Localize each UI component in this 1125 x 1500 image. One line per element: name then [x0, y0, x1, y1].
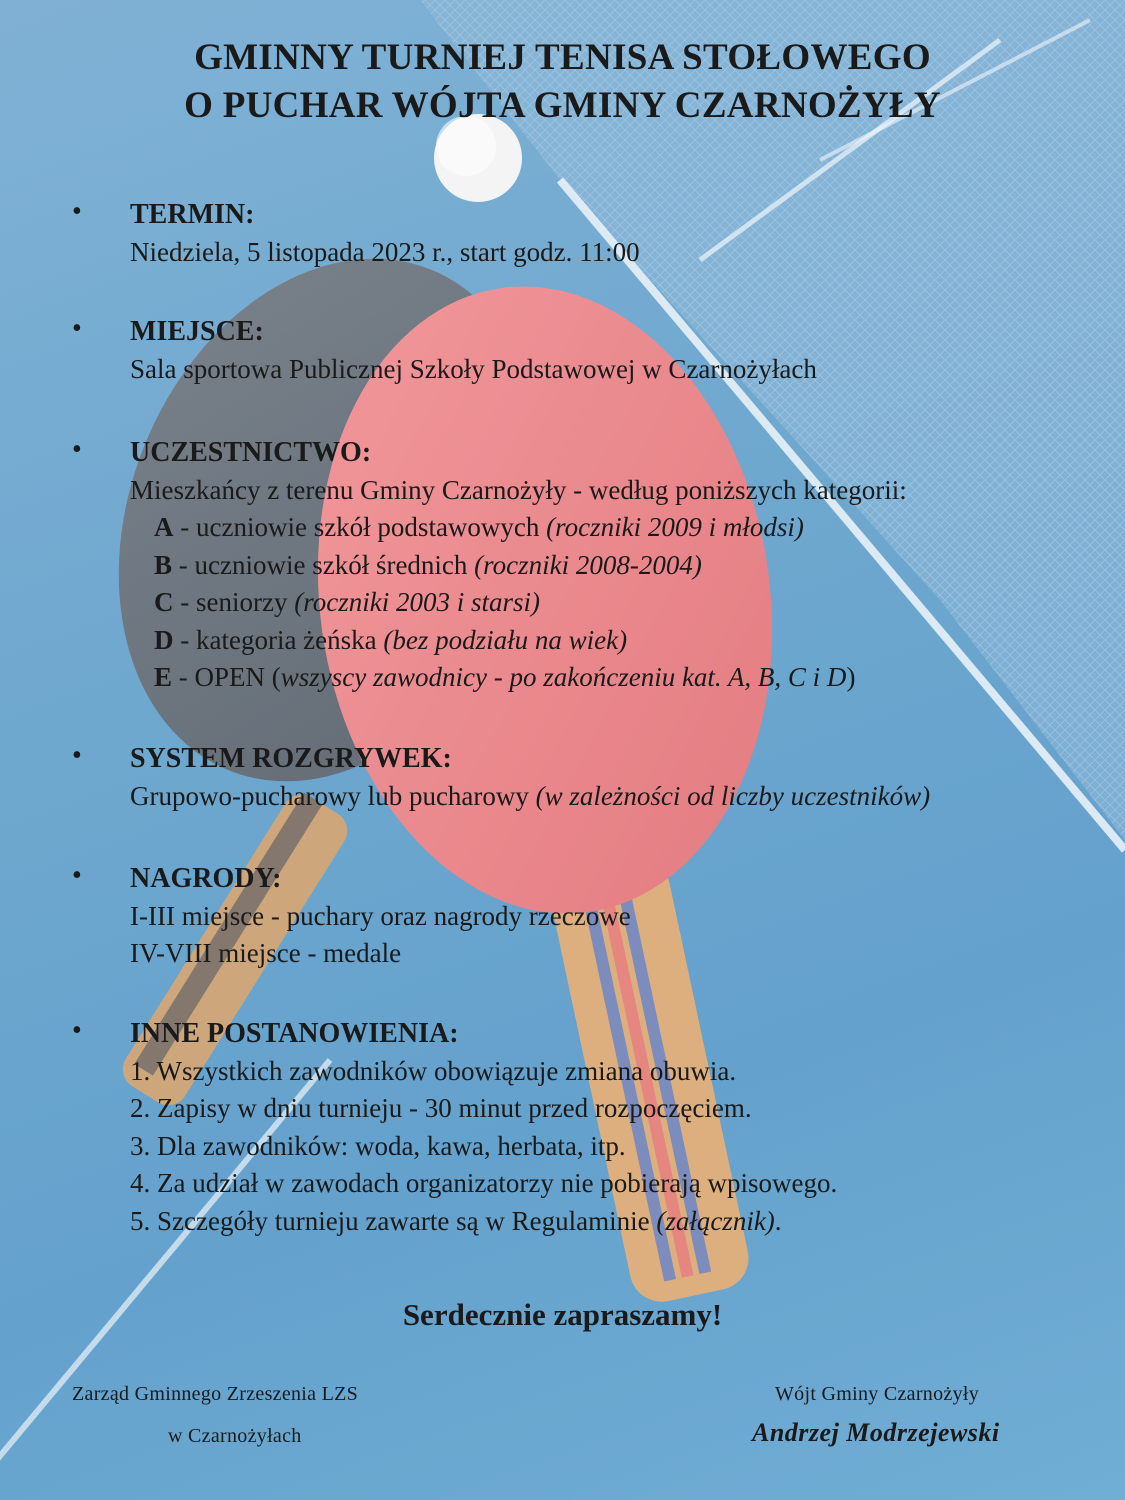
- category-desc: - kategoria żeńska: [173, 624, 384, 655]
- inne-item-5-end: .: [774, 1205, 782, 1236]
- category-note: (roczniki 2003 i starsi): [294, 587, 540, 617]
- bullet: •: [72, 313, 82, 344]
- category-note: (bez podziału na wiek): [383, 624, 628, 655]
- heading-system: SYSTEM ROZGRYWEK:: [130, 743, 452, 774]
- bullet: •: [72, 740, 82, 771]
- category-letter: A: [154, 512, 174, 542]
- category-letter: C: [154, 587, 174, 617]
- inne-item-3: 3. Dla zawodników: woda, kawa, herbata, itp.: [130, 1130, 626, 1161]
- category-desc: - seniorzy: [173, 587, 295, 617]
- category-letter: D: [154, 624, 174, 655]
- heading-termin: TERMIN:: [130, 199, 255, 230]
- uczestnictwo-intro: Mieszkańcy z terenu Gminy Czarnożyły - według poniższych kategorii:: [130, 474, 907, 505]
- nagrody-line-1: I-III miejsce - puchary oraz nagrody rzeczowe: [130, 900, 631, 931]
- signature-right-name: Andrzej Modrzejewski: [752, 1418, 1000, 1447]
- heading-nagrody: NAGRODY:: [130, 863, 282, 894]
- heading-uczestnictwo: UCZESTNICTWO:: [130, 437, 372, 468]
- system-note: (w zależności od liczby uczestników): [535, 780, 931, 811]
- category-note: (roczniki 2008-2004): [474, 549, 702, 580]
- category-desc: - OPEN (: [172, 662, 281, 692]
- bullet: •: [72, 196, 82, 227]
- inne-item-4: 4. Za udział w zawodach organizatorzy nie pobierają wpisowego.: [130, 1168, 838, 1198]
- category-desc: - uczniowie szkół podstawowych: [173, 512, 547, 542]
- bullet: •: [72, 434, 82, 465]
- signature-left-line-2: w Czarnożyłach: [168, 1425, 302, 1447]
- invitation-text: Serdecznie zapraszamy!: [402, 1297, 723, 1332]
- heading-inne: INNE POSTANOWIENIA:: [130, 1018, 459, 1049]
- category-close: ): [846, 662, 856, 692]
- category-e: [130, 659, 1120, 697]
- title-line-2: O PUCHAR WÓJTA GMINY CZARNOŻYŁY: [184, 85, 941, 126]
- title-line-1: GMINNY TURNIEJ TENISA STOŁOWEGO: [194, 37, 931, 78]
- heading-miejsce: MIEJSCE:: [130, 316, 264, 347]
- inne-item-2: 2. Zapisy w dniu turnieju - 30 minut przed rozpoczęciem.: [130, 1093, 752, 1123]
- inne-item-5-note: (załącznik): [656, 1205, 775, 1236]
- category-letter: B: [154, 549, 173, 580]
- system-text: [130, 778, 1120, 816]
- signature-left-line-1: Zarząd Gminnego Zrzeszenia LZS: [72, 1383, 359, 1405]
- inne-item-5: [130, 1203, 1120, 1241]
- category-b: [130, 547, 1120, 585]
- inne-item-1: 1. Wszystkich zawodników obowiązuje zmiana obuwia.: [130, 1055, 737, 1086]
- category-note: wszyscy zawodnicy - po zakończeniu kat. A, B, C i D: [280, 662, 847, 692]
- signature-right-line-1: Wójt Gminy Czarnożyły: [775, 1383, 980, 1405]
- category-letter: E: [154, 662, 173, 692]
- category-d: [130, 622, 1120, 660]
- system-desc: Grupowo-pucharowy lub pucharowy: [130, 780, 536, 811]
- miejsce-text: Sala sportowa Publicznej Szkoły Podstawowej w Czarnożyłach: [130, 353, 817, 384]
- nagrody-line-2: IV-VIII miejsce - medale: [130, 938, 402, 968]
- termin-text: Niedziela, 5 listopada 2023 r., start godz. 11:00: [130, 236, 640, 267]
- category-desc: - uczniowie szkół średnich: [172, 549, 475, 580]
- category-c: [130, 584, 1120, 622]
- category-a: [130, 509, 1120, 547]
- category-note: (roczniki 2009 i młodsi): [546, 512, 804, 542]
- inne-item-5-text: 5. Szczegóły turnieju zawarte są w Regulaminie: [130, 1205, 657, 1236]
- bullet: •: [72, 860, 82, 891]
- bullet: •: [72, 1015, 82, 1046]
